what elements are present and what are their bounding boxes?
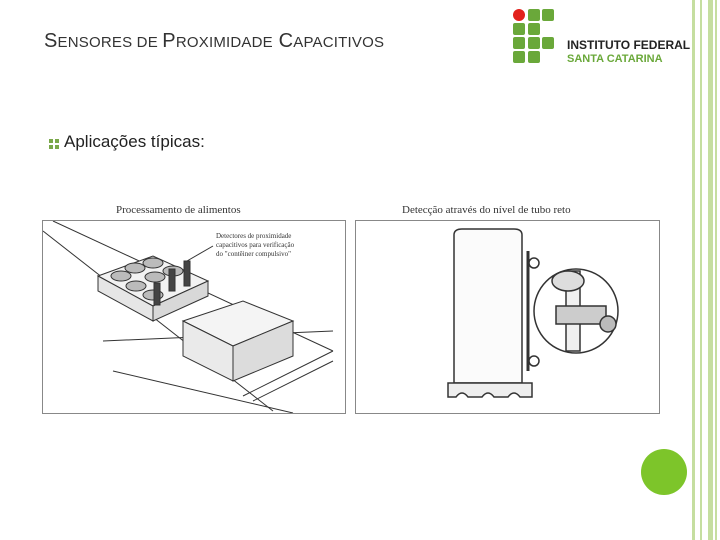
right-decorative-border xyxy=(688,0,720,540)
annotation-line2: capacitivos para verificação xyxy=(216,241,295,249)
logo-line1: INSTITUTO FEDERAL xyxy=(567,38,691,52)
bullet-text: Aplicações típicas: xyxy=(64,132,205,151)
slide-title: SENSORES DE PROXIMIDADE CAPACITIVOS xyxy=(44,30,385,52)
figure-right-image xyxy=(355,220,660,414)
annotation-line1: Detectores de proximidade xyxy=(216,232,292,240)
tube-level-illustration xyxy=(356,221,659,413)
decorative-green-circle xyxy=(641,449,687,495)
logo-line2: SANTA CATARINA xyxy=(567,53,663,65)
bullet-diamond-icon xyxy=(48,138,60,150)
figure-left-image xyxy=(42,220,346,414)
food-processing-illustration xyxy=(43,221,345,413)
annotation-line3: do "contêiner compulsivo" xyxy=(216,250,291,258)
figure-left-caption: Processamento de alimentos xyxy=(116,204,241,216)
figure-right-caption: Detecção através do nível de tubo reto xyxy=(402,204,571,216)
